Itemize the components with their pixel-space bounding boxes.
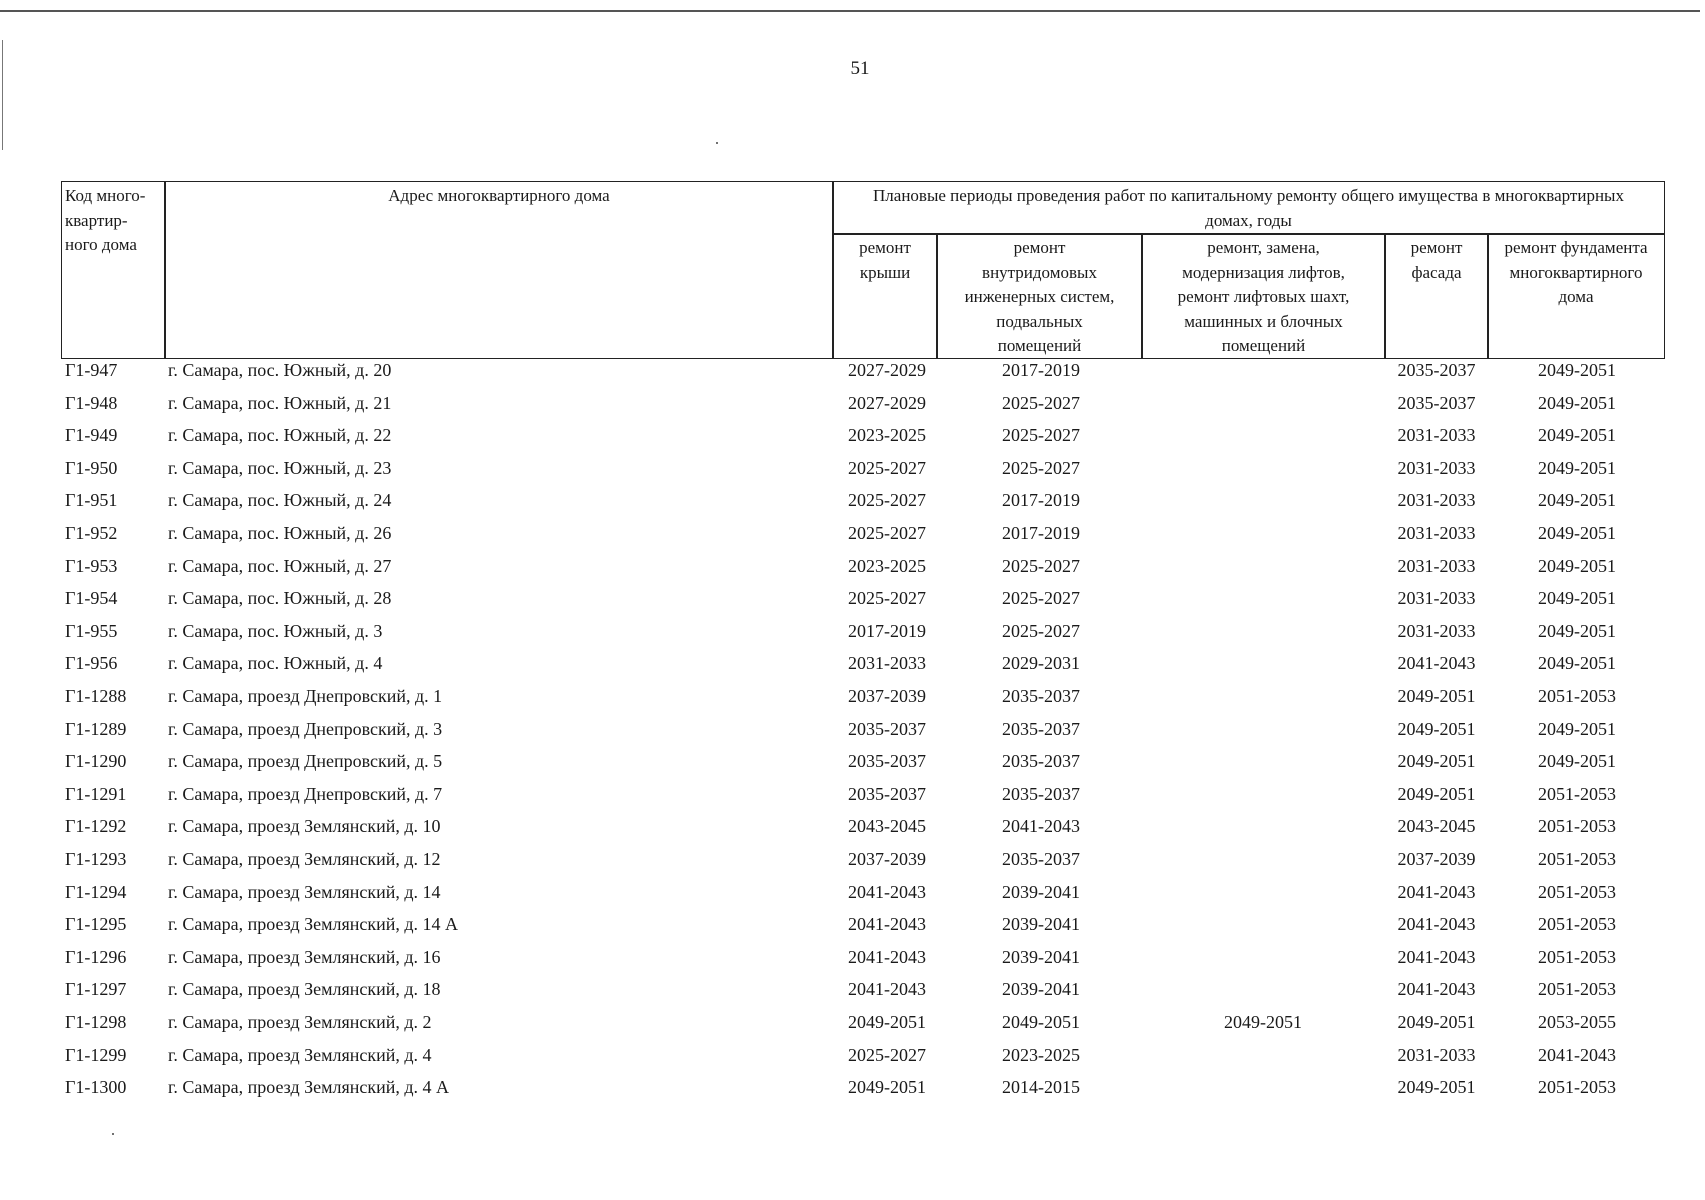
cell-roof: 2035-2037 bbox=[848, 783, 926, 804]
cell-engineering: 2041-2043 bbox=[1002, 816, 1080, 837]
cell-code: Г1-952 bbox=[65, 523, 118, 543]
cell-address: г. Самара, проезд Днепровский, д. 5 bbox=[168, 751, 443, 772]
cell-code: Г1-947 bbox=[65, 360, 118, 380]
table-row bbox=[0, 523, 1705, 555]
cell-code: Г1-1289 bbox=[65, 718, 127, 739]
cell-engineering: 2035-2037 bbox=[1002, 849, 1080, 869]
cell-address: г. Самара, пос. Южный, д. 27 bbox=[168, 555, 392, 576]
cell-code: Г1-956 bbox=[65, 653, 118, 674]
cell-facade: 2031-2033 bbox=[1397, 555, 1476, 576]
cell-engineering: 2025-2027 bbox=[1002, 392, 1080, 413]
cell-code: Г1-1292 bbox=[65, 816, 127, 837]
cell-code: Г1-948 bbox=[65, 392, 118, 413]
cell-address: г. Самара, проезд Землянский, д. 4 А bbox=[168, 1077, 450, 1098]
cell-address: г. Самара, проезд Землянский, д. 12 bbox=[168, 849, 441, 869]
cell-code: Г1-1290 bbox=[65, 751, 127, 772]
header-foundation: ремонт фундамента многоквартирного дома bbox=[1487, 233, 1665, 359]
table-row bbox=[0, 719, 1705, 751]
cell-foundation: 2051-2053 bbox=[1538, 849, 1616, 869]
cell-roof: 2041-2043 bbox=[848, 979, 926, 1000]
cell-engineering: 2023-2025 bbox=[1002, 1044, 1080, 1065]
cell-address: г. Самара, пос. Южный, д. 28 bbox=[168, 588, 392, 609]
cell-facade: 2031-2033 bbox=[1397, 620, 1476, 641]
cell-address: г. Самара, пос. Южный, д. 23 bbox=[168, 457, 392, 478]
cell-engineering: 2025-2027 bbox=[1002, 620, 1080, 641]
cell-roof: 2023-2025 bbox=[848, 425, 926, 446]
table-row bbox=[0, 556, 1705, 588]
cell-foundation: 2049-2051 bbox=[1538, 523, 1616, 543]
cell-address: г. Самара, проезд Днепровский, д. 1 bbox=[168, 686, 443, 706]
cell-code: Г1-1288 bbox=[65, 686, 127, 706]
cell-code: Г1-1291 bbox=[65, 783, 127, 804]
cell-facade: 2049-2051 bbox=[1397, 1012, 1476, 1032]
cell-roof: 2025-2027 bbox=[848, 457, 926, 478]
cell-code: Г1-1298 bbox=[65, 1012, 127, 1032]
cell-code: Г1-955 bbox=[65, 620, 118, 641]
cell-code: Г1-1294 bbox=[65, 881, 127, 902]
table-row bbox=[0, 425, 1705, 457]
table-row bbox=[0, 588, 1705, 620]
cell-code: Г1-1295 bbox=[65, 914, 127, 935]
cell-code: Г1-951 bbox=[65, 490, 118, 511]
cell-code: Г1-1293 bbox=[65, 849, 127, 869]
cell-code: Г1-953 bbox=[65, 555, 118, 576]
cell-facade: 2041-2043 bbox=[1397, 881, 1476, 902]
table-row bbox=[0, 979, 1705, 1011]
cell-facade: 2049-2051 bbox=[1397, 783, 1476, 804]
cell-foundation: 2049-2051 bbox=[1538, 751, 1616, 772]
cell-foundation: 2051-2053 bbox=[1538, 946, 1616, 967]
cell-facade: 2037-2039 bbox=[1397, 849, 1476, 869]
cell-address: г. Самара, проезд Землянский, д. 2 bbox=[168, 1012, 432, 1032]
cell-address: г. Самара, пос. Южный, д. 21 bbox=[168, 392, 392, 413]
cell-address: г. Самара, проезд Землянский, д. 4 bbox=[168, 1044, 432, 1065]
cell-engineering: 2025-2027 bbox=[1002, 588, 1080, 609]
cell-foundation: 2051-2053 bbox=[1538, 914, 1616, 935]
cell-facade: 2031-2033 bbox=[1397, 523, 1476, 543]
cell-engineering: 2029-2031 bbox=[1002, 653, 1080, 674]
cell-roof: 2049-2051 bbox=[848, 1077, 926, 1098]
table-row bbox=[0, 816, 1705, 848]
cell-address: г. Самара, проезд Землянский, д. 14 bbox=[168, 881, 441, 902]
cell-engineering: 2039-2041 bbox=[1002, 946, 1080, 967]
cell-engineering: 2039-2041 bbox=[1002, 881, 1080, 902]
cell-roof: 2041-2043 bbox=[848, 881, 926, 902]
cell-foundation: 2049-2051 bbox=[1538, 620, 1616, 641]
left-border-line bbox=[2, 40, 3, 150]
cell-engineering: 2025-2027 bbox=[1002, 425, 1080, 446]
cell-address: г. Самара, проезд Днепровский, д. 7 bbox=[168, 783, 443, 804]
scan-speck bbox=[112, 1133, 114, 1135]
cell-engineering: 2039-2041 bbox=[1002, 914, 1080, 935]
cell-engineering: 2025-2027 bbox=[1002, 555, 1080, 576]
cell-address: г. Самара, пос. Южный, д. 4 bbox=[168, 653, 383, 674]
scan-speck bbox=[716, 142, 718, 144]
cell-facade: 2031-2033 bbox=[1397, 425, 1476, 446]
cell-facade: 2031-2033 bbox=[1397, 1044, 1476, 1065]
cell-engineering: 2017-2019 bbox=[1002, 490, 1080, 511]
table-row bbox=[0, 1077, 1705, 1109]
cell-facade: 2041-2043 bbox=[1397, 979, 1476, 1000]
cell-address: г. Самара, проезд Землянский, д. 16 bbox=[168, 946, 441, 967]
table-row bbox=[0, 393, 1705, 425]
cell-facade: 2031-2033 bbox=[1397, 490, 1476, 511]
table-row bbox=[0, 621, 1705, 653]
cell-engineering: 2035-2037 bbox=[1002, 783, 1080, 804]
cell-lift: 2049-2051 bbox=[1224, 1012, 1302, 1032]
table-row bbox=[0, 1045, 1705, 1077]
cell-foundation: 2049-2051 bbox=[1538, 457, 1616, 478]
cell-code: Г1-1299 bbox=[65, 1044, 127, 1065]
cell-foundation: 2049-2051 bbox=[1538, 360, 1616, 380]
cell-roof: 2025-2027 bbox=[848, 490, 926, 511]
cell-address: г. Самара, проезд Землянский, д. 14 А bbox=[168, 914, 459, 935]
cell-foundation: 2049-2051 bbox=[1538, 490, 1616, 511]
cell-address: г. Самара, проезд Днепровский, д. 3 bbox=[168, 718, 443, 739]
table-row bbox=[0, 751, 1705, 783]
cell-foundation: 2051-2053 bbox=[1538, 979, 1616, 1000]
cell-facade: 2049-2051 bbox=[1397, 686, 1476, 706]
cell-address: г. Самара, пос. Южный, д. 3 bbox=[168, 620, 383, 641]
cell-engineering: 2049-2051 bbox=[1002, 1012, 1080, 1032]
cell-code: Г1-1300 bbox=[65, 1077, 127, 1098]
cell-foundation: 2049-2051 bbox=[1538, 555, 1616, 576]
table-row bbox=[0, 490, 1705, 522]
table-row bbox=[0, 1012, 1705, 1044]
cell-foundation: 2041-2043 bbox=[1538, 1044, 1616, 1065]
cell-facade: 2035-2037 bbox=[1397, 360, 1476, 380]
cell-facade: 2049-2051 bbox=[1397, 1077, 1476, 1098]
cell-foundation: 2049-2051 bbox=[1538, 425, 1616, 446]
table-row bbox=[0, 653, 1705, 685]
cell-roof: 2037-2039 bbox=[848, 849, 926, 869]
table-row bbox=[0, 947, 1705, 979]
cell-roof: 2025-2027 bbox=[848, 1044, 926, 1065]
table-row bbox=[0, 784, 1705, 816]
cell-facade: 2043-2045 bbox=[1397, 816, 1476, 837]
cell-foundation: 2049-2051 bbox=[1538, 392, 1616, 413]
cell-engineering: 2035-2037 bbox=[1002, 751, 1080, 772]
cell-foundation: 2051-2053 bbox=[1538, 1077, 1616, 1098]
cell-foundation: 2051-2053 bbox=[1538, 783, 1616, 804]
table-row bbox=[0, 882, 1705, 914]
cell-foundation: 2051-2053 bbox=[1538, 881, 1616, 902]
cell-facade: 2031-2033 bbox=[1397, 588, 1476, 609]
table-row bbox=[0, 914, 1705, 946]
cell-facade: 2035-2037 bbox=[1397, 392, 1476, 413]
header-address: Адрес многоквартирного дома bbox=[164, 181, 834, 359]
table-row bbox=[0, 686, 1705, 718]
header-lift: ремонт, замена, модернизация лифтов, ремонт лифтовых шахт, машинных и блочных помещений bbox=[1141, 233, 1386, 359]
top-border-line bbox=[0, 10, 1700, 12]
cell-address: г. Самара, пос. Южный, д. 26 bbox=[168, 523, 392, 543]
header-engineering: ремонт внутридомовых инженерных систем, подвальных помещений bbox=[936, 233, 1143, 359]
table-row bbox=[0, 849, 1705, 881]
cell-foundation: 2049-2051 bbox=[1538, 718, 1616, 739]
cell-roof: 2049-2051 bbox=[848, 1012, 926, 1032]
cell-foundation: 2051-2053 bbox=[1538, 816, 1616, 837]
table-row bbox=[0, 458, 1705, 490]
cell-engineering: 2017-2019 bbox=[1002, 360, 1080, 380]
header-code: Код много- квартир- ного дома bbox=[61, 181, 166, 359]
header-facade: ремонт фасада bbox=[1384, 233, 1489, 359]
cell-roof: 2027-2029 bbox=[848, 360, 926, 380]
cell-code: Г1-950 bbox=[65, 457, 118, 478]
cell-engineering: 2039-2041 bbox=[1002, 979, 1080, 1000]
cell-facade: 2031-2033 bbox=[1397, 457, 1476, 478]
cell-address: г. Самара, проезд Землянский, д. 10 bbox=[168, 816, 441, 837]
cell-roof: 2041-2043 bbox=[848, 946, 926, 967]
cell-engineering: 2025-2027 bbox=[1002, 457, 1080, 478]
cell-address: г. Самара, пос. Южный, д. 20 bbox=[168, 360, 392, 380]
page-number: 51 bbox=[850, 58, 870, 79]
header-roof: ремонт крыши bbox=[832, 233, 938, 359]
cell-roof: 2043-2045 bbox=[848, 816, 926, 837]
cell-engineering: 2017-2019 bbox=[1002, 523, 1080, 543]
cell-roof: 2017-2019 bbox=[848, 620, 926, 641]
cell-engineering: 2035-2037 bbox=[1002, 718, 1080, 739]
cell-engineering: 2035-2037 bbox=[1002, 686, 1080, 706]
cell-code: Г1-949 bbox=[65, 425, 118, 446]
cell-roof: 2041-2043 bbox=[848, 914, 926, 935]
cell-code: Г1-1297 bbox=[65, 979, 127, 1000]
header-periods: Плановые периоды проведения работ по капитальному ремонту общего имущества в многоквартирных домах, годы bbox=[832, 181, 1665, 235]
cell-foundation: 2053-2055 bbox=[1538, 1012, 1616, 1032]
cell-roof: 2035-2037 bbox=[848, 718, 926, 739]
cell-foundation: 2051-2053 bbox=[1538, 686, 1616, 706]
cell-roof: 2027-2029 bbox=[848, 392, 926, 413]
cell-facade: 2049-2051 bbox=[1397, 751, 1476, 772]
cell-foundation: 2049-2051 bbox=[1538, 653, 1616, 674]
cell-roof: 2025-2027 bbox=[848, 588, 926, 609]
cell-foundation: 2049-2051 bbox=[1538, 588, 1616, 609]
cell-engineering: 2014-2015 bbox=[1002, 1077, 1080, 1098]
cell-facade: 2041-2043 bbox=[1397, 946, 1476, 967]
cell-address: г. Самара, пос. Южный, д. 22 bbox=[168, 425, 392, 446]
cell-code: Г1-954 bbox=[65, 588, 118, 609]
cell-roof: 2037-2039 bbox=[848, 686, 926, 706]
cell-roof: 2031-2033 bbox=[848, 653, 926, 674]
cell-code: Г1-1296 bbox=[65, 946, 127, 967]
cell-roof: 2023-2025 bbox=[848, 555, 926, 576]
cell-address: г. Самара, пос. Южный, д. 24 bbox=[168, 490, 392, 511]
table-row bbox=[0, 360, 1705, 392]
cell-address: г. Самара, проезд Землянский, д. 18 bbox=[168, 979, 441, 1000]
cell-facade: 2041-2043 bbox=[1397, 653, 1476, 674]
cell-facade: 2049-2051 bbox=[1397, 718, 1476, 739]
cell-roof: 2035-2037 bbox=[848, 751, 926, 772]
cell-roof: 2025-2027 bbox=[848, 523, 926, 543]
cell-facade: 2041-2043 bbox=[1397, 914, 1476, 935]
